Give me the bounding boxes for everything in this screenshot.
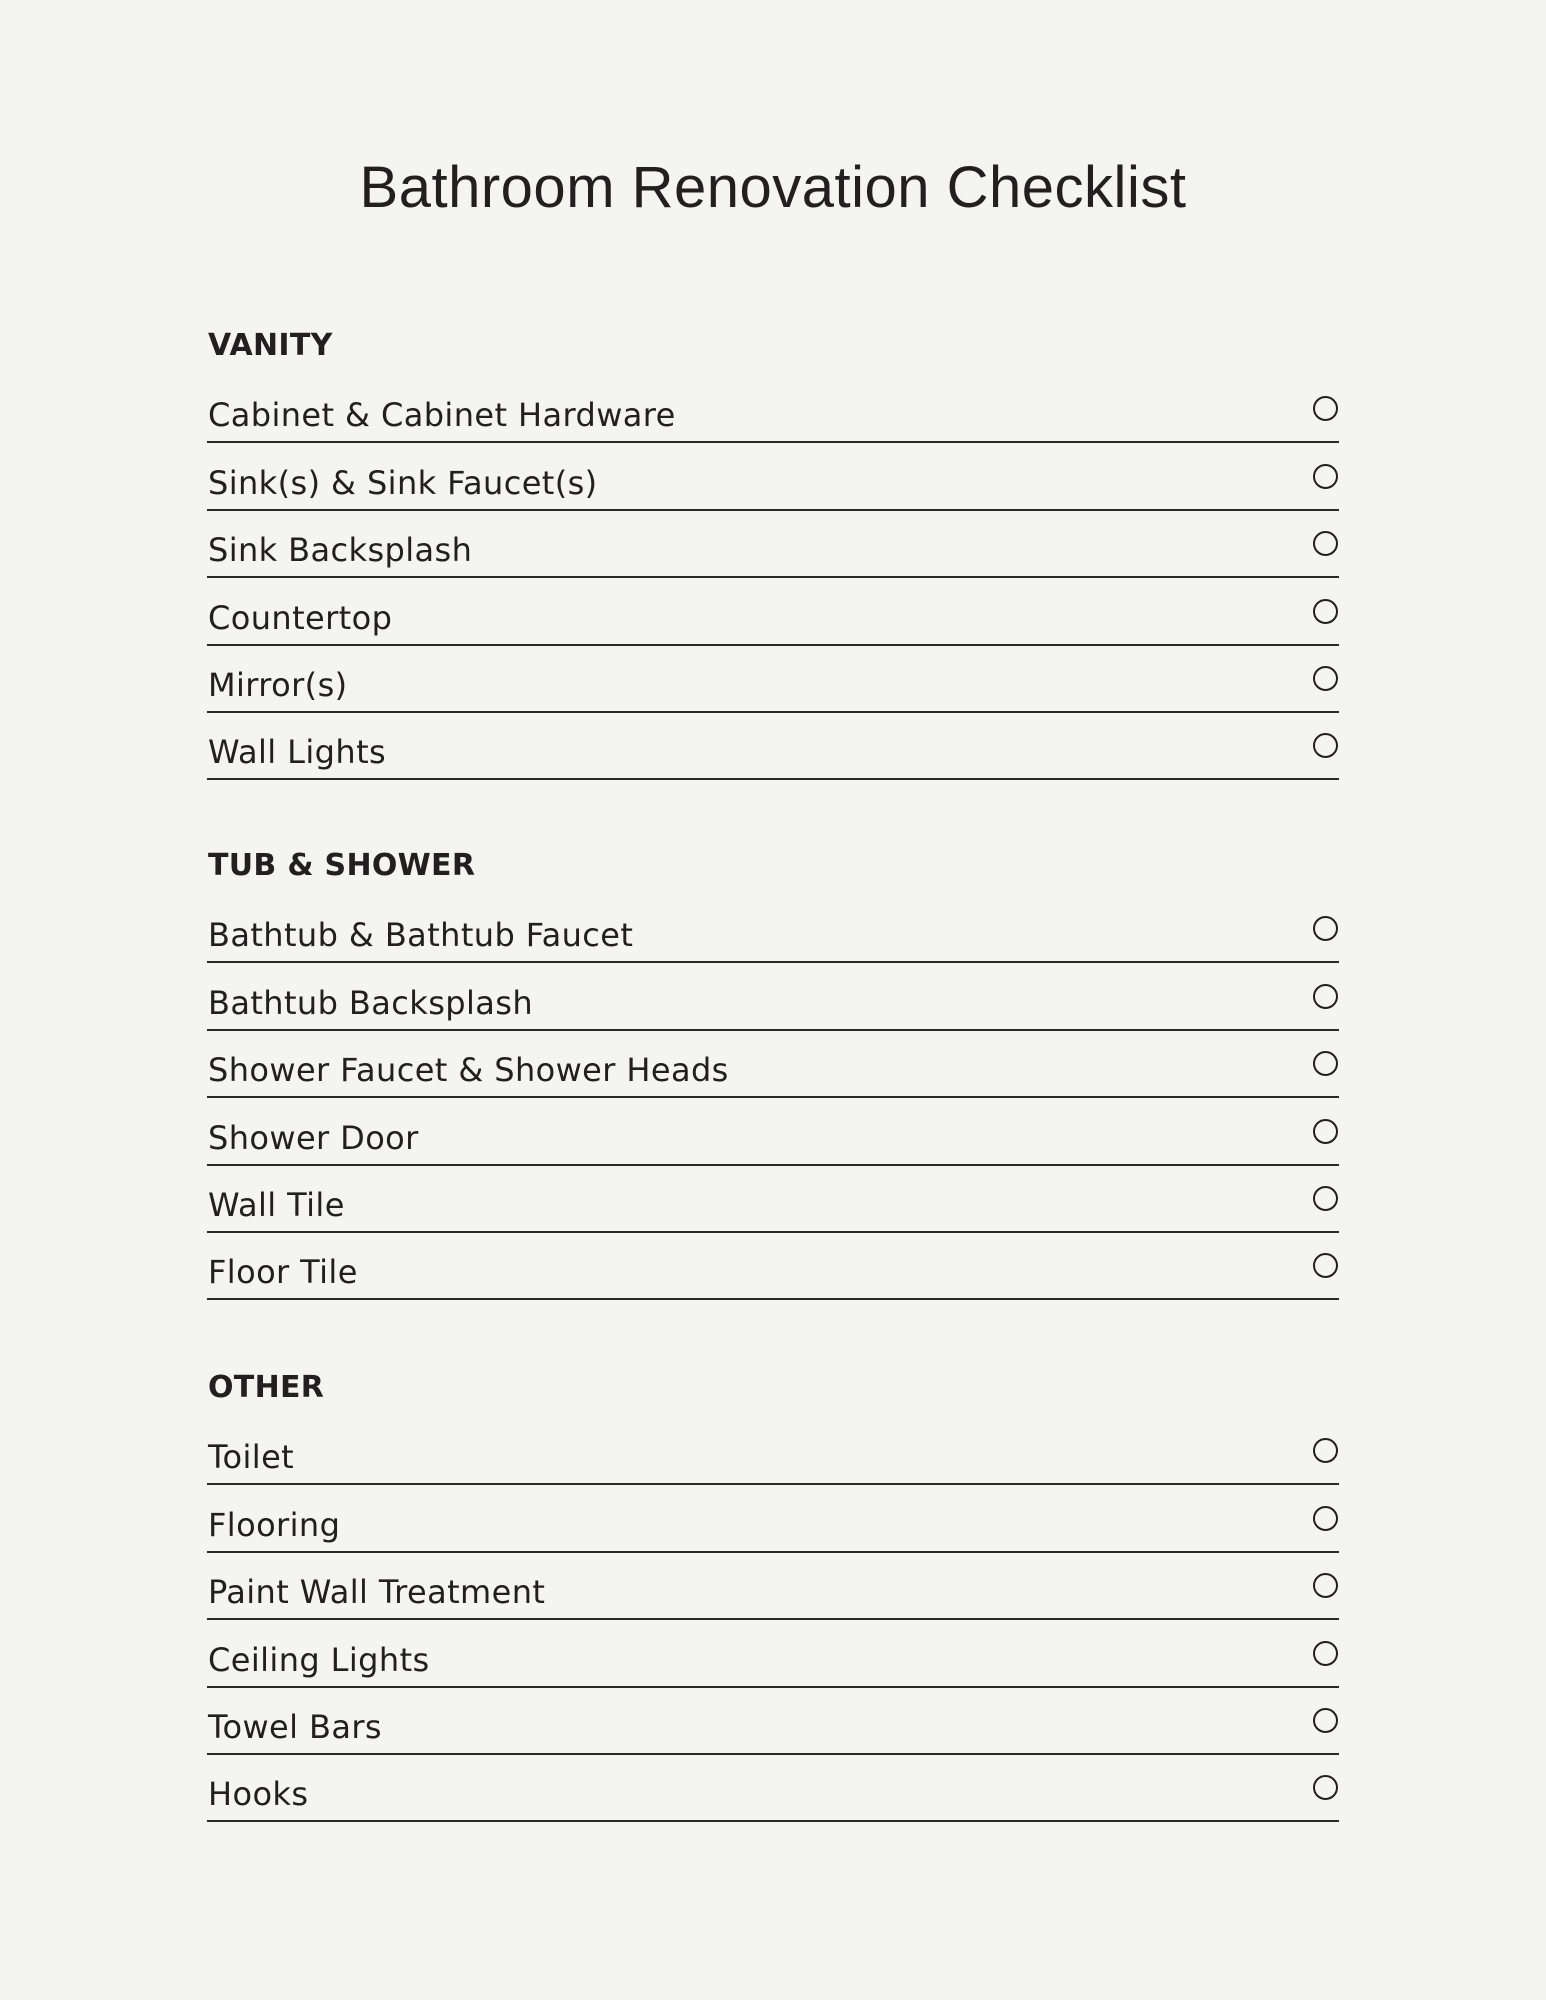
checklist-row: [207, 1098, 1339, 1165]
checklist-row: [207, 578, 1339, 645]
checklist-row: [207, 511, 1339, 578]
circle-checkbox-icon[interactable]: [1313, 531, 1338, 556]
checklist-item-label: Ceiling Lights: [208, 1640, 430, 1679]
checklist-row: [207, 646, 1339, 713]
section-heading: VANITY: [208, 328, 333, 363]
checklist-row: [207, 376, 1339, 443]
circle-checkbox-icon[interactable]: [1313, 1051, 1338, 1076]
circle-checkbox-icon[interactable]: [1313, 666, 1338, 691]
checklist-item-label: Bathtub & Bathtub Faucet: [208, 916, 634, 955]
checklist-row: [207, 1485, 1339, 1552]
section-tub-shower: [207, 849, 1339, 1300]
section-heading: OTHER: [208, 1370, 325, 1405]
checklist-item-label: Shower Door: [208, 1118, 419, 1157]
checklist-row: [207, 1031, 1339, 1098]
checklist-item-label: Countertop: [208, 598, 393, 637]
checklist-item-label: Flooring: [208, 1505, 341, 1544]
checklist-row: [207, 443, 1339, 510]
checklist-item-label: Bathtub Backsplash: [208, 983, 534, 1022]
checklist-row: [207, 1620, 1339, 1687]
checklist-row: [207, 963, 1339, 1030]
circle-checkbox-icon[interactable]: [1313, 1186, 1338, 1211]
circle-checkbox-icon[interactable]: [1313, 1506, 1338, 1531]
section-other: [207, 1371, 1339, 1822]
checklist-item-label: Cabinet & Cabinet Hardware: [208, 396, 676, 435]
checklist-row: [207, 1166, 1339, 1233]
checklist-row: [207, 1755, 1339, 1822]
checklist-item-label: Wall Lights: [208, 733, 387, 772]
checklist-row: [207, 896, 1339, 963]
checklist-row: [207, 1418, 1339, 1485]
section-vanity: [207, 329, 1339, 780]
checklist-item-label: Hooks: [208, 1775, 309, 1814]
checklist-row: [207, 1688, 1339, 1755]
circle-checkbox-icon[interactable]: [1313, 1641, 1338, 1666]
circle-checkbox-icon[interactable]: [1313, 1573, 1338, 1598]
checklist-row: [207, 1233, 1339, 1300]
checklist-row: [207, 713, 1339, 780]
circle-checkbox-icon[interactable]: [1313, 733, 1338, 758]
checklist-item-label: Shower Faucet & Shower Heads: [208, 1051, 729, 1090]
circle-checkbox-icon[interactable]: [1313, 1708, 1338, 1733]
checklist-item-label: Mirror(s): [208, 665, 348, 704]
checklist-item-label: Toilet: [208, 1438, 295, 1477]
checklist-item-label: Paint Wall Treatment: [208, 1573, 546, 1612]
checklist-row: [207, 1553, 1339, 1620]
circle-checkbox-icon[interactable]: [1313, 464, 1338, 489]
page-title: Bathroom Renovation Checklist: [359, 155, 1187, 220]
checklist-item-label: Sink Backsplash: [208, 531, 473, 570]
circle-checkbox-icon[interactable]: [1313, 1438, 1338, 1463]
circle-checkbox-icon[interactable]: [1313, 1119, 1338, 1144]
circle-checkbox-icon[interactable]: [1313, 984, 1338, 1009]
circle-checkbox-icon[interactable]: [1313, 396, 1338, 421]
checklist-item-label: Towel Bars: [208, 1707, 382, 1746]
checklist-item-label: Wall Tile: [208, 1185, 345, 1224]
section-heading: TUB & SHOWER: [208, 848, 476, 883]
checklist-item-label: Floor Tile: [208, 1253, 358, 1292]
circle-checkbox-icon[interactable]: [1313, 1775, 1338, 1800]
circle-checkbox-icon[interactable]: [1313, 916, 1338, 941]
circle-checkbox-icon[interactable]: [1313, 1253, 1338, 1278]
circle-checkbox-icon[interactable]: [1313, 599, 1338, 624]
checklist-item-label: Sink(s) & Sink Faucet(s): [208, 463, 598, 502]
